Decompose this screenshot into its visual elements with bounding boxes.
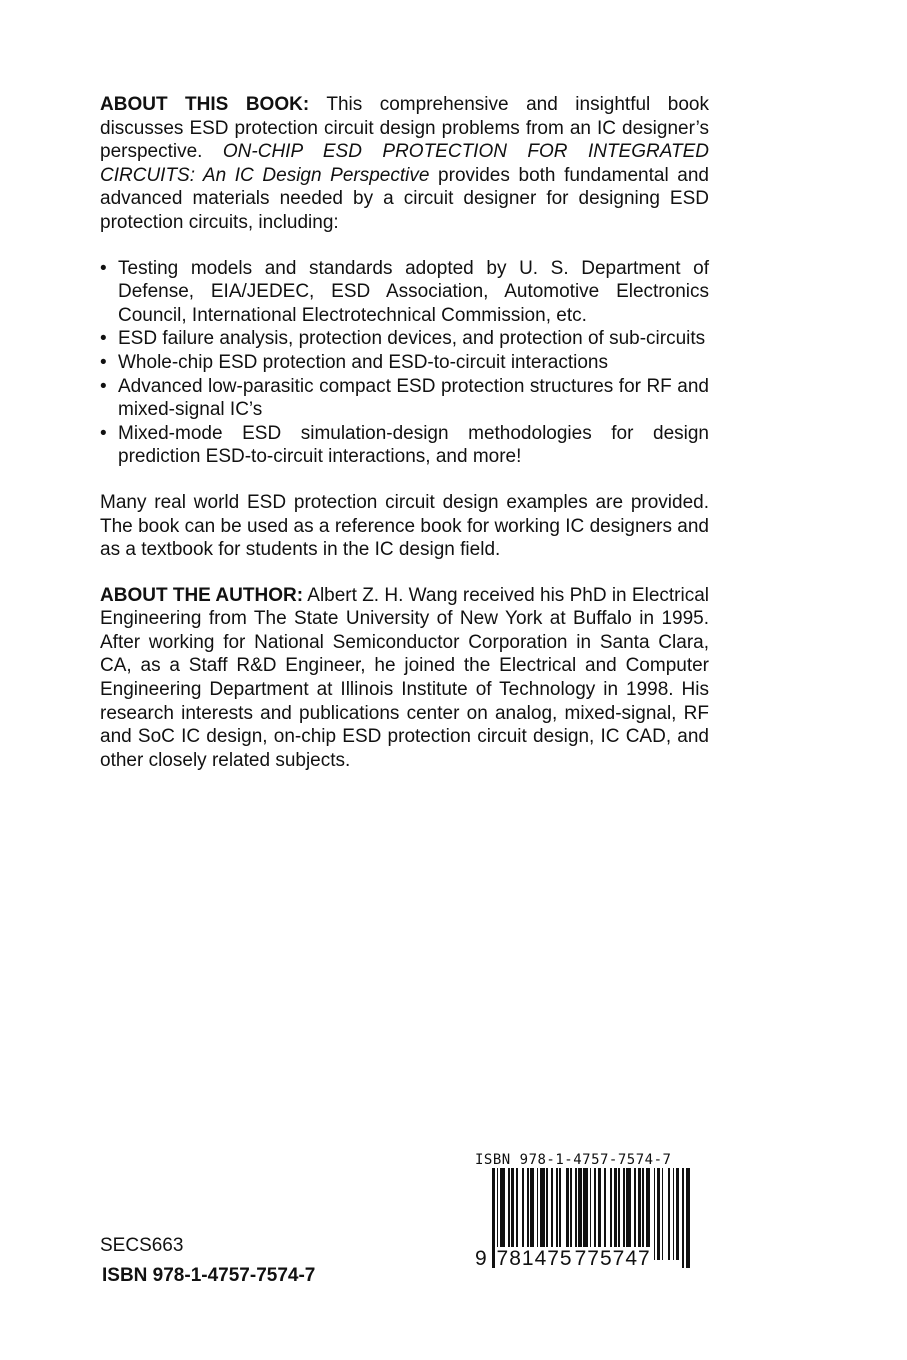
- list-item-text: Mixed-mode ESD simulation-design methodologies for design prediction ESD-to-circuit interactions, and more!: [118, 422, 709, 468]
- barcode-digits-right: 775747: [574, 1247, 651, 1270]
- book-title: ON-CHIP ESD PROTECTION FOR INTEGRATED CIRCUITS: An IC Design Perspective: [100, 141, 709, 186]
- bullet-symbol: •: [100, 351, 107, 373]
- isbn-barcode: [472, 1150, 702, 1280]
- barcode-bar: [673, 1168, 675, 1260]
- about-author-text: Albert Z. H. Wang received his PhD in Electrical Engineering from The State University of New York at Buffalo in 1995. After working for National Semiconductor Corporation in Santa Clara, CA, as a Staff R&D Engineer, he joined the Electrical and Computer Engineering Department at Illinois Institute of Technology in 1998. His research interests and publications center on analog, mixed-signal, RF and SoC IC design, on-chip ESD protection circuit design, IC CAD, and other closely related subjects.: [100, 584, 709, 771]
- about-book-paragraph: [100, 93, 709, 235]
- about-book-text-2: provides both fundamental and advanced materials needed by a circuit designer for designing ESD protection circuits, including:: [100, 164, 709, 233]
- barcode-bar: [682, 1168, 684, 1268]
- list-item-text: Advanced low-parasitic compact ESD protection structures for RF and mixed-signal IC’s: [118, 375, 709, 421]
- list-item-text: Whole-chip ESD protection and ESD-to-circuit interactions: [118, 351, 608, 373]
- barcode-bar: [668, 1168, 670, 1260]
- list-item-text: Testing models and standards adopted by U. S. Department of Defense, EIA/JEDEC, ESD Association, Automotive Electronics Council, International Electrotechnical Commission, etc.: [118, 257, 709, 326]
- about-author-heading: ABOUT THE AUTHOR:: [100, 584, 304, 606]
- list-item: [100, 257, 709, 328]
- barcode-bar: [686, 1168, 691, 1268]
- examples-paragraph: Many real world ESD protection circuit design examples are provided. The book can be used as a reference book for working IC designers and as a textbook for students in the IC design field.: [100, 491, 709, 561]
- topics-list: [100, 257, 709, 469]
- list-item: [100, 351, 709, 375]
- list-item: [100, 327, 709, 351]
- about-book-heading: ABOUT THIS BOOK:: [100, 94, 310, 115]
- about-book-text-1: This comprehensive and insightful book discusses ESD protection circuit design problems from an IC designer’s perspective.: [100, 94, 709, 163]
- list-item: [100, 375, 709, 422]
- bullet-symbol: •: [100, 328, 107, 350]
- about-author-paragraph: [100, 584, 709, 773]
- bullet-symbol: •: [100, 422, 107, 444]
- bullet-symbol: •: [100, 257, 107, 279]
- barcode-bar: [657, 1168, 660, 1260]
- barcode-digits: [474, 1247, 652, 1271]
- barcode-digit-first: 9: [475, 1247, 488, 1270]
- list-item: [100, 422, 709, 469]
- barcode-bar: [676, 1168, 679, 1260]
- series-code: SECS663: [100, 1235, 184, 1256]
- barcode-digits-left: 781475: [496, 1247, 573, 1270]
- barcode-bar: [662, 1168, 664, 1260]
- footer-codes: [100, 1234, 315, 1288]
- isbn-label: ISBN 978-1-4757-7574-7: [102, 1265, 316, 1286]
- barcode-bar: [654, 1168, 656, 1260]
- list-item-text: ESD failure analysis, protection devices, and protection of sub-circuits: [118, 328, 706, 350]
- barcode-isbn-text: ISBN 978-1-4757-7574-7: [475, 1152, 672, 1168]
- bullet-symbol: •: [100, 375, 107, 397]
- back-cover-text: [100, 93, 709, 772]
